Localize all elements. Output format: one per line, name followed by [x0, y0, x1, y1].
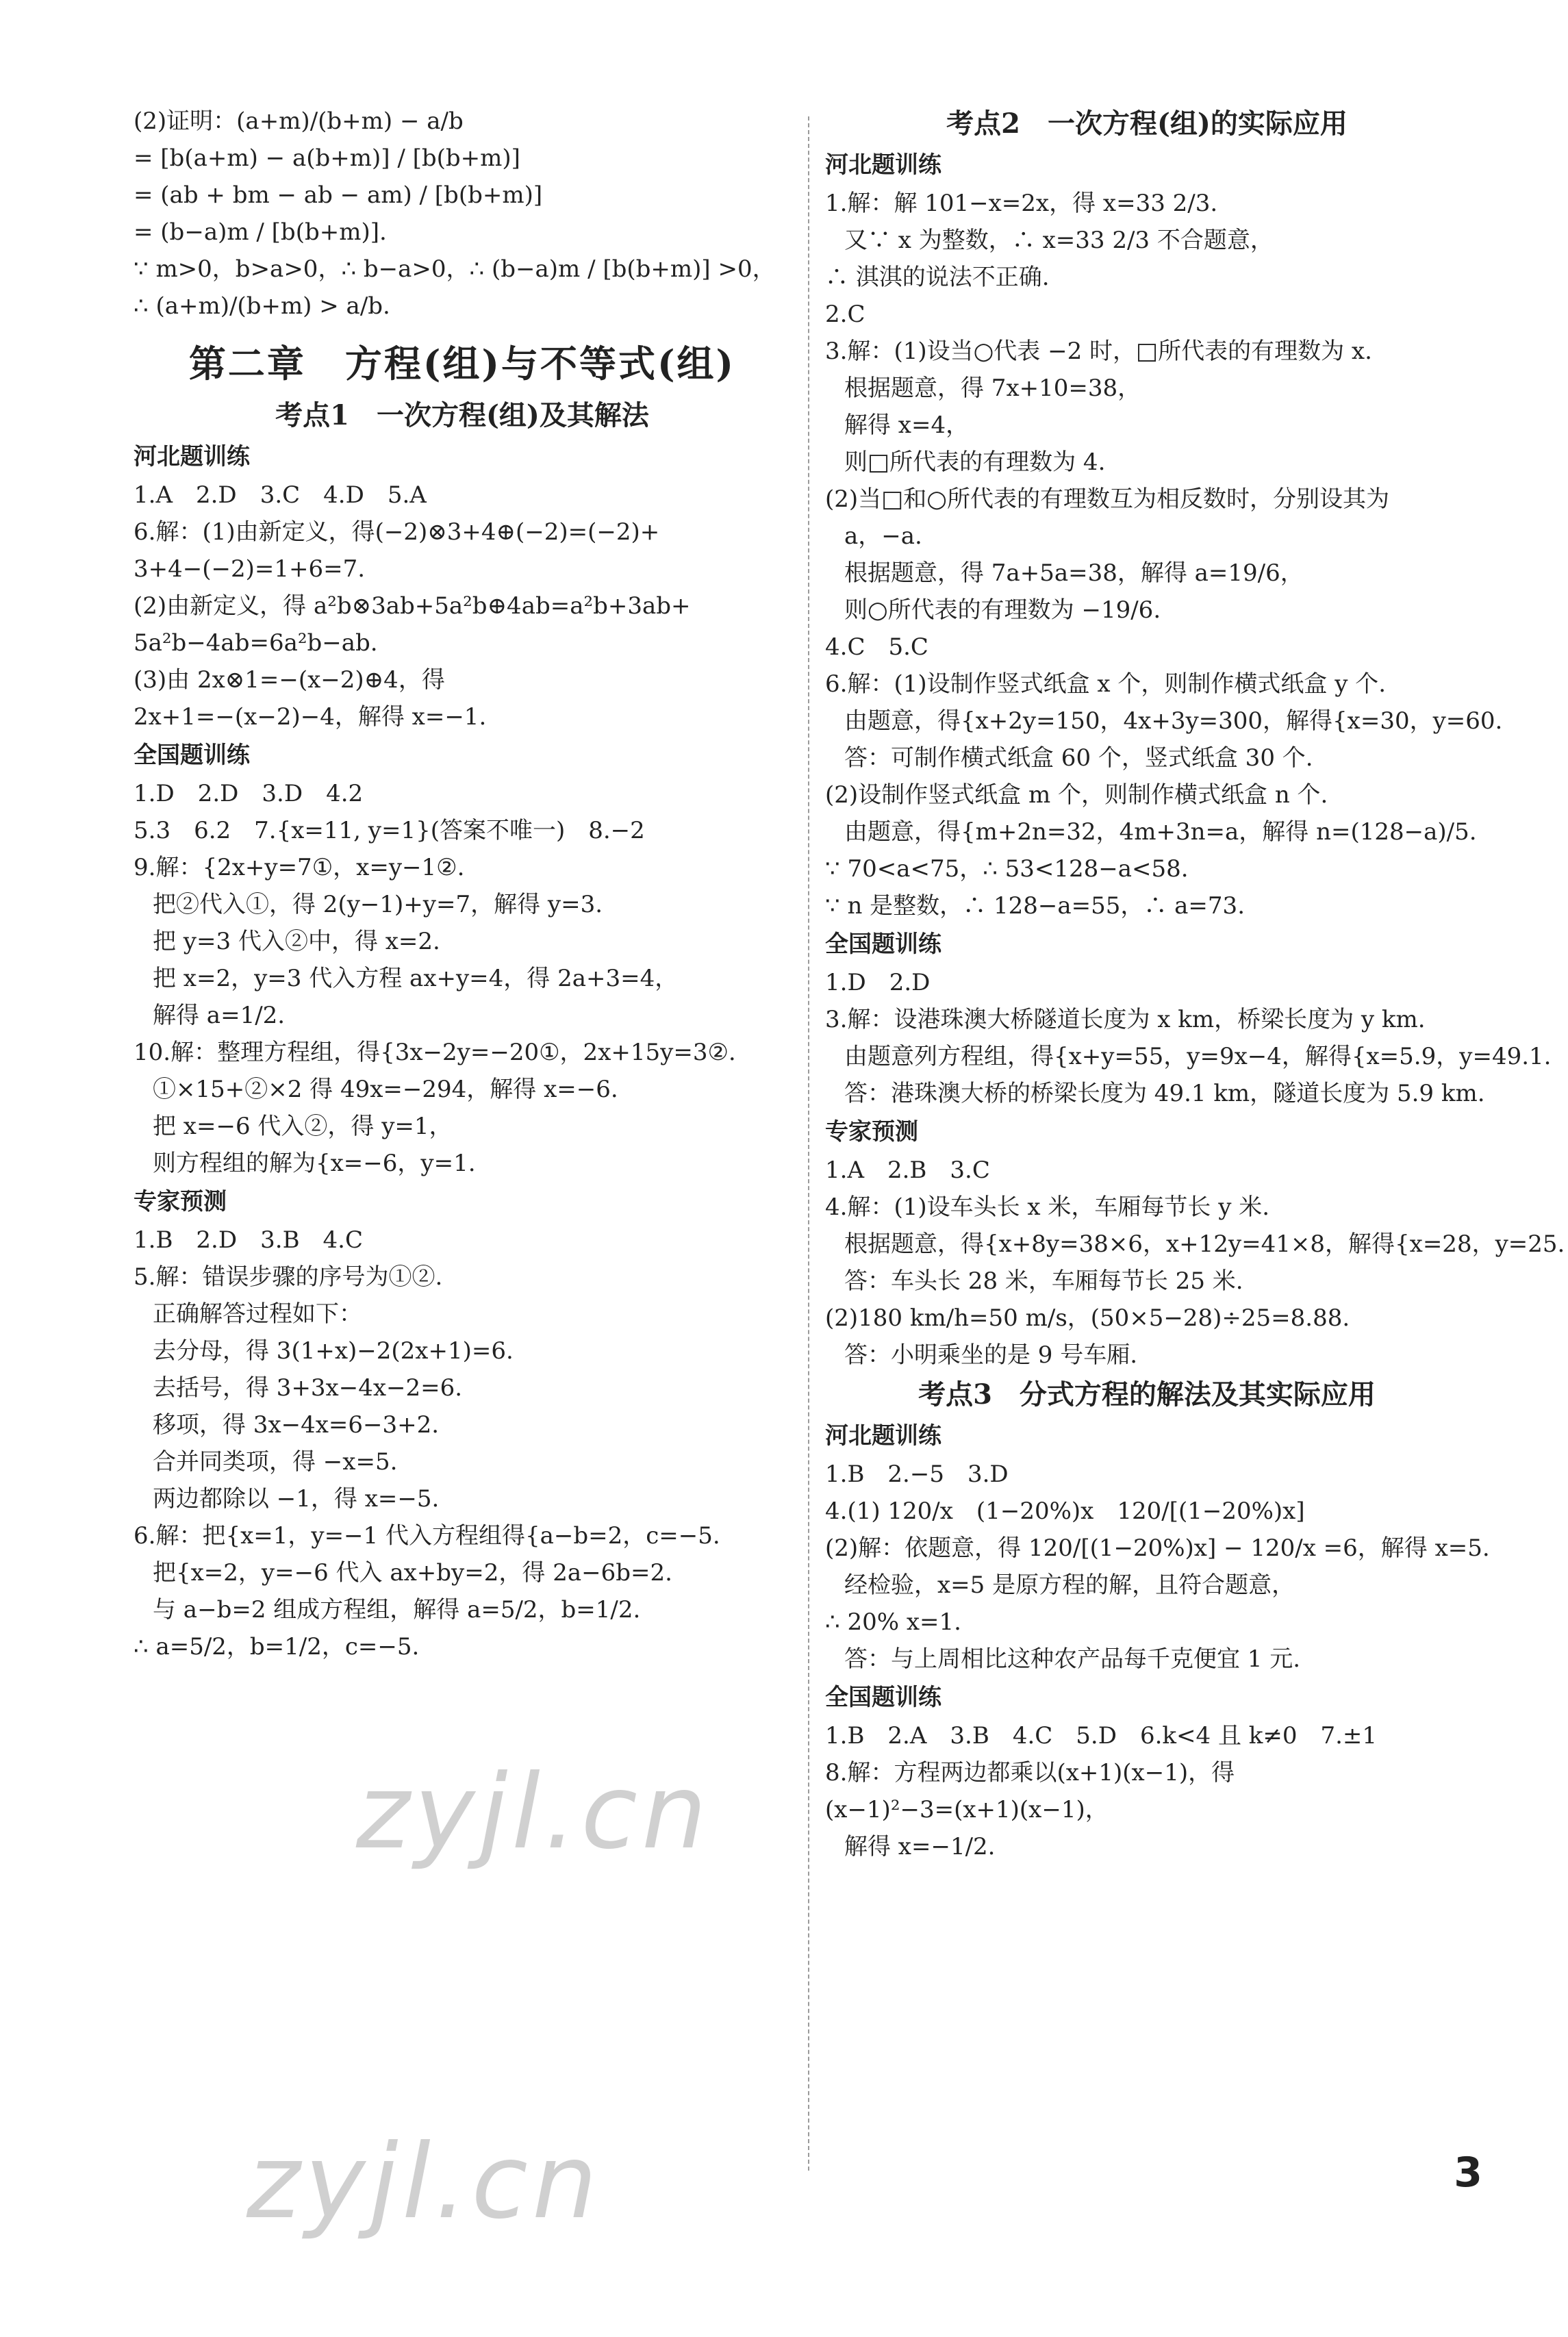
- text-line: 解得 x=−1/2.: [844, 1833, 996, 1860]
- text-line: 则方程组的解为{x=−6，y=1.: [153, 1150, 476, 1177]
- text-line: 根据题意，得{x+8y=38×6，x+12y=41×8，解得{x=28，y=25.: [844, 1230, 1565, 1258]
- text-line: = (b−a)m / [b(b+m)].: [134, 218, 387, 246]
- text-line: 答：与上周相比这种农产品每千克便宜 1 元.: [844, 1645, 1301, 1673]
- topic-heading: 考点3 分式方程的解法及其实际应用: [918, 1378, 1376, 1411]
- watermark: zyjl.cn: [356, 1753, 711, 1872]
- text-line: 6.解：(1)由新定义，得(−2)⊗3+4⊕(−2)=(−2)+: [134, 518, 660, 546]
- text-line: ∴ (a+m)/(b+m) > a/b.: [134, 292, 390, 320]
- text-line: 答：车头长 28 米，车厢每节长 25 米.: [844, 1267, 1243, 1295]
- text-line: 5.3 6.2 7.{x=11, y=1}(答案不唯一) 8.−2: [134, 817, 645, 844]
- text-line: 则□所代表的有理数为 4.: [844, 449, 1106, 476]
- column-divider: [808, 116, 809, 2171]
- text-line: (x−1)²−3=(x+1)(x−1)，: [825, 1796, 1109, 1823]
- text-line: 8.解：方程两边都乘以(x+1)(x−1)，得: [825, 1759, 1235, 1786]
- topic-heading: 考点1 一次方程(组)及其解法: [275, 399, 649, 431]
- text-line: a，−a.: [844, 522, 922, 550]
- text-line: 1.解：解 101−x=2x，得 x=33 2/3.: [825, 190, 1218, 217]
- page-number: 3: [1454, 2149, 1482, 2197]
- text-line: 与 a−b=2 组成方程组，解得 a=5/2，b=1/2.: [153, 1596, 641, 1624]
- text-line: 把 x=2，y=3 代入方程 ax+y=4，得 2a+3=4，: [153, 965, 679, 992]
- text-line: 由题意，得{m+2n=32，4m+3n=a，解得 n=(128−a)/5.: [844, 818, 1477, 846]
- right-column: [825, 103, 1565, 1865]
- section-heading: 全国题训练: [134, 742, 250, 769]
- section-heading: 专家预测: [134, 1188, 227, 1215]
- text-line: 2.C: [825, 301, 865, 328]
- text-line: 移项，得 3x−4x=6−3+2.: [153, 1411, 440, 1439]
- text-line: 6.解：把{x=1，y=−1 代入方程组得{a−b=2，c=−5.: [134, 1522, 720, 1550]
- text-line: 答：可制作横式纸盒 60 个，竖式纸盒 30 个.: [844, 744, 1313, 772]
- watermark: zyjl.cn: [246, 2123, 602, 2242]
- text-line: 把 y=3 代入②中，得 x=2.: [153, 928, 440, 955]
- text-line: 答：港珠澳大桥的桥梁长度为 49.1 km，隧道长度为 5.9 km.: [844, 1080, 1485, 1107]
- text-line: ∵ m>0，b>a>0，∴ b−a>0，∴ (b−a)m / [b(b+m)] >0，: [134, 255, 776, 283]
- text-line: 6.解：(1)设制作竖式纸盒 x 个，则制作横式纸盒 y 个.: [825, 670, 1387, 698]
- text-line: 把{x=2，y=−6 代入 ax+by=2，得 2a−6b=2.: [153, 1559, 672, 1587]
- text-line: 1.B 2.D 3.B 4.C: [134, 1226, 364, 1254]
- text-line: 4.(1) 120/x (1−20%)x 120/[(1−20%)x]: [825, 1498, 1305, 1525]
- text-line: (3)由 2x⊗1=−(x−2)⊕4，得: [134, 666, 445, 694]
- text-line: 1.D 2.D: [825, 969, 931, 996]
- section-heading: 全国题训练: [825, 1684, 941, 1711]
- text-line: 1.A 2.D 3.C 4.D 5.A: [134, 481, 427, 509]
- section-heading: 河北题训练: [134, 443, 250, 470]
- text-line: (2)证明：(a+m)/(b+m) − a/b: [134, 108, 464, 135]
- section-heading: 河北题训练: [825, 1422, 941, 1450]
- text-line: 根据题意，得 7x+10=38，: [844, 375, 1141, 402]
- text-line: 经检验，x=5 是原方程的解，且符合题意，: [844, 1571, 1295, 1599]
- section-heading: 河北题训练: [825, 151, 941, 179]
- section-heading: 专家预测: [825, 1118, 918, 1146]
- text-line: (2)180 km/h=50 m/s，(50×5−28)÷25=8.88.: [825, 1304, 1350, 1332]
- text-line: 解得 a=1/2.: [153, 1002, 286, 1029]
- text-line: 3.解：(1)设当○代表 −2 时，□所代表的有理数为 x.: [825, 338, 1372, 365]
- text-line: (2)设制作竖式纸盒 m 个，则制作横式纸盒 n 个.: [825, 781, 1328, 809]
- text-line: 4.C 5.C: [825, 633, 928, 661]
- text-line: 3+4−(−2)=1+6=7.: [134, 555, 366, 583]
- text-line: 2x+1=−(x−2)−4，解得 x=−1.: [134, 703, 487, 731]
- text-line: 1.D 2.D 3.D 4.2: [134, 780, 364, 807]
- text-line: 去括号，得 3+3x−4x−2=6.: [153, 1374, 463, 1402]
- text-line: 正确解答过程如下：: [153, 1300, 362, 1328]
- text-line: 5.解：错误步骤的序号为①②.: [134, 1263, 443, 1291]
- chapter-title: 第二章 方程(组)与不等式(组): [188, 342, 736, 386]
- text-line: 1.A 2.B 3.C: [825, 1157, 990, 1184]
- text-line: ∴ 20% x=1.: [825, 1608, 961, 1636]
- text-line: 4.解：(1)设车头长 x 米，车厢每节长 y 米.: [825, 1193, 1270, 1221]
- text-line: 合并同类项，得 −x=5.: [153, 1448, 398, 1476]
- text-line: 9.解：{2x+y=7①，x=y−1②.: [134, 854, 465, 881]
- text-line: = (ab + bm − ab − am) / [b(b+m)]: [134, 181, 543, 209]
- text-line: 由题意，得{x+2y=150，4x+3y=300，解得{x=30，y=60.: [844, 707, 1503, 735]
- text-line: (2)当□和○所代表的有理数互为相反数时，分别设其为: [825, 485, 1389, 513]
- text-line: 答：小明乘坐的是 9 号车厢.: [844, 1341, 1138, 1369]
- text-line: 把②代入①，得 2(y−1)+y=7，解得 y=3.: [153, 891, 603, 918]
- text-line: = [b(a+m) − a(b+m)] / [b(b+m)]: [134, 144, 520, 172]
- text-line: 根据题意，得 7a+5a=38，解得 a=19/6，: [844, 559, 1304, 587]
- text-line: ∴ 淇淇的说法不正确.: [825, 264, 1050, 291]
- section-heading: 全国题训练: [825, 931, 941, 958]
- text-line: (2)解：依题意，得 120/[(1−20%)x] − 120/x =6，解得 x=5.: [825, 1534, 1490, 1562]
- text-line: 两边都除以 −1，得 x=−5.: [153, 1485, 440, 1513]
- text-line: 又∵ x 为整数，∴ x=33 2/3 不合题意，: [844, 227, 1274, 254]
- text-line: (2)由新定义，得 a²b⊗3ab+5a²b⊕4ab=a²b+3ab+: [134, 592, 691, 620]
- text-line: 5a²b−4ab=6a²b−ab.: [134, 629, 378, 657]
- text-line: 由题意列方程组，得{x+y=55，y=9x−4，解得{x=5.9，y=49.1.: [844, 1043, 1552, 1070]
- text-line: 解得 x=4，: [844, 412, 970, 439]
- text-line: ∵ 70<a<75，∴ 53<128−a<58.: [825, 855, 1189, 883]
- text-line: ∴ a=5/2，b=1/2，c=−5.: [134, 1633, 420, 1660]
- text-line: 10.解：整理方程组，得{3x−2y=−20①，2x+15y=3②.: [134, 1039, 736, 1066]
- text-line: ①×15+②×2 得 49x=−294，解得 x=−6.: [153, 1076, 618, 1103]
- text-line: 1.B 2.A 3.B 4.C 5.D 6.k<4 且 k≠0 7.±1: [825, 1722, 1378, 1749]
- left-column: [134, 103, 791, 1665]
- text-line: 1.B 2.−5 3.D: [825, 1461, 1009, 1488]
- text-line: 去分母，得 3(1+x)−2(2x+1)=6.: [153, 1337, 514, 1365]
- text-line: ∵ n 是整数，∴ 128−a=55，∴ a=73.: [825, 892, 1245, 920]
- topic-heading: 考点2 一次方程(组)的实际应用: [946, 108, 1348, 140]
- text-line: 则○所代表的有理数为 −19/6.: [844, 596, 1161, 624]
- text-line: 3.解：设港珠澳大桥隧道长度为 x km，桥梁长度为 y km.: [825, 1006, 1426, 1033]
- text-line: 把 x=−6 代入②，得 y=1，: [153, 1113, 453, 1140]
